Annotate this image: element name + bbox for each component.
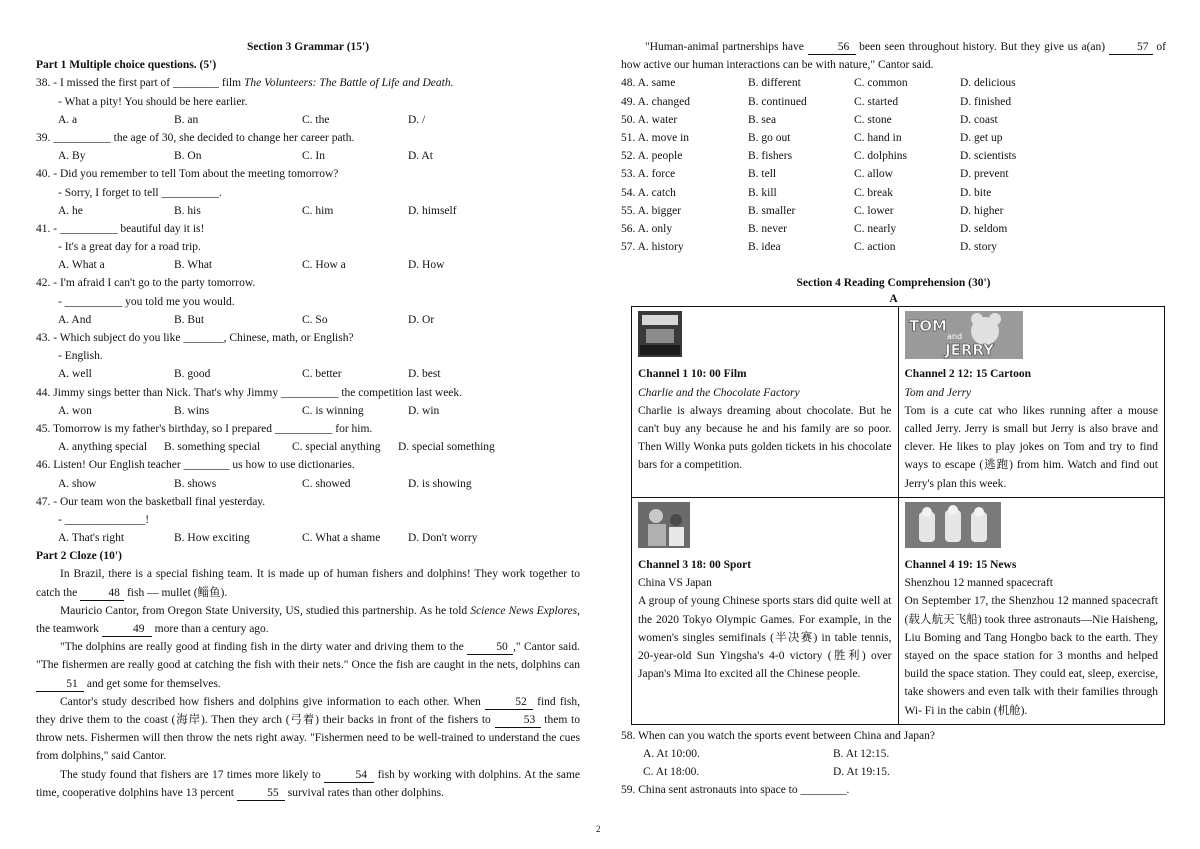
- channel-4-program: Shenzhou 12 manned spacecraft: [904, 577, 1053, 590]
- option[interactable]: B. shows: [174, 477, 217, 490]
- table-tennis-photo: [638, 502, 892, 548]
- option[interactable]: B. an: [174, 113, 199, 126]
- option[interactable]: A. a: [58, 113, 78, 126]
- option[interactable]: A. By: [58, 150, 86, 163]
- channel-2-heading: Channel 2 12: 15 Cartoon: [904, 368, 1032, 381]
- question-40-options: [36, 202, 580, 220]
- channel-2-description: Tom is a cute cat who likes running after a mouse called Jerry. Jerry is small but Jerry is also brave and clever. He likes to play jokes on Tom and try to find ways to escape (逃跑) from him. Watch and find out Jerry's plan this week.: [904, 404, 1158, 490]
- question-38-options: [36, 111, 580, 129]
- channel-2-program: Tom and Jerry: [904, 386, 972, 399]
- question-44: 44. Jimmy sings better than Nick. That's why Jimmy __________ the competition last week.: [36, 386, 463, 399]
- cantor-quote: "Human-animal partnerships have 56 been seen throughout history. But they give us a(an) 57 of how active our human interactions can be with nature," Cantor said.: [621, 41, 1166, 72]
- channel-3-program: China VS Japan: [638, 577, 712, 590]
- question-47: 47. - Our team won the basketball final yesterday.: [36, 495, 266, 508]
- channel-3-cell: [632, 497, 899, 724]
- question-41-options: [36, 256, 580, 274]
- cloze-option-row: 48. A. same B. different C. common D. delicious: [621, 77, 1016, 90]
- option[interactable]: A. well: [58, 368, 92, 381]
- option[interactable]: B. What: [174, 259, 213, 272]
- question-46: 46. Listen! Our English teacher ________ us how to use dictionaries.: [36, 459, 355, 472]
- question-40: 40. - Did you remember to tell Tom about the meeting tomorrow?: [36, 168, 339, 181]
- cloze-option-row: 57. A. history B. idea C. action D. story: [621, 241, 998, 254]
- option[interactable]: C. How a: [302, 259, 346, 272]
- option[interactable]: A. show: [58, 477, 97, 490]
- question-58-options-row-2: [621, 763, 1166, 781]
- part1-title: Part 1 Multiple choice questions. (5'): [36, 59, 217, 72]
- cloze-option-row: 56. A. only B. never C. nearly D. seldom: [621, 222, 1008, 235]
- question-47-options: [36, 529, 580, 547]
- option[interactable]: B. On: [174, 150, 202, 163]
- option[interactable]: C. What a shame: [302, 532, 381, 545]
- option[interactable]: C. showed: [302, 477, 351, 490]
- blank-51[interactable]: 51: [36, 677, 84, 692]
- svg-text:and: and: [946, 332, 962, 342]
- question-42: 42. - I'm afraid I can't go to the party tomorrow.: [36, 277, 256, 290]
- option[interactable]: C. So: [302, 313, 328, 326]
- question-58-options-row-1: [621, 745, 1166, 763]
- film-poster-image: [638, 311, 892, 357]
- question-38-reply: - What a pity! You should be here earlier.: [58, 95, 248, 108]
- cloze-option-row: 55. A. bigger B. smaller C. lower D. higher: [621, 204, 1004, 217]
- channel-1-description: Charlie is always dreaming about chocolate. But he can't buy any because he and his family are so poor. Then Willy Wonka puts golden tickets in his chocolate bars for a competition.: [638, 404, 892, 472]
- option[interactable]: D. is showing: [408, 477, 472, 490]
- left-column: [36, 38, 580, 802]
- cloze-paragraph: In Brazil, there is a special fishing team. It is made up of human fishers and dolphins! They work together to catch the 48 fish — mullet (鲻鱼).: [36, 568, 580, 599]
- svg-text:JERRY: JERRY: [944, 341, 994, 360]
- cloze-option-row: 50. A. water B. sea C. stone D. coast: [621, 113, 998, 126]
- option[interactable]: A. That's right: [58, 532, 125, 545]
- option[interactable]: B. wins: [174, 404, 210, 417]
- channel-1-heading: Channel 1 10: 00 Film: [638, 368, 747, 381]
- blank-50[interactable]: 50: [467, 640, 513, 655]
- question-42-reply: - __________ you told me you would.: [58, 295, 235, 308]
- option[interactable]: C. In: [302, 150, 325, 163]
- question-58: 58. When can you watch the sports event between China and Japan?: [621, 729, 936, 742]
- option[interactable]: A. What a: [58, 259, 105, 272]
- question-59: 59. China sent astronauts into space to ________.: [621, 784, 850, 797]
- option[interactable]: C. better: [302, 368, 342, 381]
- option[interactable]: C. the: [302, 113, 330, 126]
- blank-53[interactable]: 53: [495, 713, 541, 728]
- question-41-reply: - It's a great day for a road trip.: [58, 241, 201, 254]
- question-40-reply: - Sorry, I forget to tell __________.: [58, 186, 222, 199]
- option[interactable]: A. anything special: [58, 441, 148, 454]
- cloze-option-row: 51. A. move in B. go out C. hand in D. get up: [621, 131, 1003, 144]
- question-42-options: [36, 311, 580, 329]
- page-number: 2: [596, 824, 601, 834]
- blank-56[interactable]: 56: [808, 40, 856, 55]
- channel-3-heading: Channel 3 18: 00 Sport: [638, 558, 752, 571]
- option[interactable]: D. special something: [398, 441, 495, 454]
- question-39-options: [36, 147, 580, 165]
- svg-text:TOM: TOM: [908, 317, 947, 336]
- blank-49[interactable]: 49: [102, 622, 152, 637]
- option[interactable]: B. good: [174, 368, 211, 381]
- channel-1-cell: [632, 307, 899, 497]
- blank-54[interactable]: 54: [324, 768, 374, 783]
- section4-title: Section 4 Reading Comprehension (30'): [796, 277, 991, 290]
- option[interactable]: D. /: [408, 113, 426, 126]
- cloze-paragraph: Mauricio Cantor, from Oregon State University, US, studied this partnership. As he told Science News Explores, the teamwork 49 more than a century ago.: [36, 604, 580, 636]
- option[interactable]: D. best: [408, 368, 441, 381]
- option[interactable]: A. At 10:00.: [643, 747, 700, 760]
- option[interactable]: C. is winning: [302, 404, 364, 417]
- question-47-reply: - ______________!: [58, 513, 150, 526]
- cloze-option-row: 49. A. changed B. continued C. started D. finished: [621, 95, 1012, 108]
- film-title: The Volunteers: The Battle of Life and Death.: [243, 77, 454, 90]
- option[interactable]: B. At 12:15.: [833, 747, 890, 760]
- question-44-options: [36, 402, 580, 420]
- blank-55[interactable]: 55: [237, 786, 285, 801]
- cloze-option-row: 52. A. people B. fishers C. dolphins D. scientists: [621, 150, 1017, 163]
- option[interactable]: D. Or: [408, 313, 435, 326]
- option[interactable]: A. won: [58, 404, 92, 417]
- tv-schedule-table: [631, 306, 1165, 724]
- question-43: 43. - Which subject do you like _______, Chinese, math, or English?: [36, 332, 354, 344]
- blank-52[interactable]: 52: [485, 695, 533, 710]
- option[interactable]: C. him: [302, 204, 334, 217]
- part2-title: Part 2 Cloze (10'): [36, 550, 122, 563]
- channel-4-description: On September 17, the Shenzhou 12 manned spacecraft (载人航天飞船) took three astronauts—Nie Haisheng, Liu Boming and Tang Hongbo back to the earth. They stayed on the space station for 3 months and helped build the space station. They could eat, sleep, exercise, take showers and even talk with their families through Wi- Fi in the cabin (机舱).: [904, 595, 1158, 717]
- channel-4-heading: Channel 4 19: 15 News: [904, 558, 1017, 571]
- option[interactable]: B. his: [174, 204, 201, 217]
- blank-48[interactable]: 48: [80, 586, 124, 601]
- option[interactable]: D. At: [408, 150, 433, 163]
- option[interactable]: D. How: [408, 259, 445, 272]
- channel-1-program: Charlie and the Chocolate Factory: [638, 386, 800, 399]
- option[interactable]: D. Don't worry: [408, 532, 478, 545]
- question-45: 45. Tomorrow is my father's birthday, so I prepared __________ for him.: [36, 422, 373, 435]
- cloze-paragraph: The study found that fishers are 17 times more likely to 54 fish by working with dolphins. At the same time, cooperative dolphins have 13 percent 55 survival rates than other dolphins.: [36, 768, 580, 799]
- question-39: 39. __________ the age of 30, she decided to change her career path.: [36, 131, 355, 144]
- option[interactable]: C. special anything: [292, 441, 381, 454]
- option[interactable]: D. himself: [408, 204, 457, 217]
- tom-and-jerry-logo: [905, 311, 1159, 360]
- option[interactable]: B. But: [174, 313, 205, 326]
- option[interactable]: D. win: [408, 404, 440, 417]
- right-column: [621, 38, 1166, 799]
- question-43-reply: - English.: [58, 350, 103, 363]
- question-45-options: [36, 438, 580, 456]
- option[interactable]: B. something special: [164, 441, 261, 454]
- option[interactable]: B. How exciting: [174, 532, 250, 545]
- passage-label: A: [889, 293, 898, 306]
- question-38: 38. - I missed the first part of ________ film The Volunteers: The Battle of Life and Death.: [36, 77, 454, 90]
- blank-57[interactable]: 57: [1109, 40, 1153, 55]
- cloze-option-row: 54. A. catch B. kill C. break D. bite: [621, 186, 992, 199]
- channel-4-cell: [898, 497, 1165, 724]
- option[interactable]: D. At 19:15.: [833, 766, 890, 779]
- channel-2-cell: [898, 307, 1165, 497]
- option[interactable]: A. he: [58, 204, 83, 217]
- cloze-passage: [36, 565, 580, 802]
- option[interactable]: C. At 18:00.: [643, 766, 700, 779]
- cloze-paragraph: Cantor's study described how fishers and dolphins give information to each other. When 52 find fish, they drive them to the coast (海岸). Then they arch (弓着) their backs in front of the fishers to 53 them to throw nets. Fishermen will then throw the nets right away. "Fishermen need to be well-trained to understand the cues from dolphins," said Cantor.: [36, 695, 580, 763]
- cloze-options: [621, 74, 1166, 256]
- cloze-paragraph: "The dolphins are really good at finding fish in the dirty water and driving them to the 50 ," Cantor said. "The fishermen are really good at catching the fish with their nets." Once the fish are caught in the nets, dolphins can 51 and get some for themselves.: [36, 641, 580, 690]
- cloze-option-row: 53. A. force B. tell C. allow D. prevent: [621, 168, 1009, 181]
- astronauts-photo: [905, 502, 1159, 548]
- question-41: 41. - __________ beautiful day it is!: [36, 222, 205, 235]
- question-46-options: [36, 475, 580, 493]
- option[interactable]: A. And: [58, 313, 92, 326]
- section3-title: Section 3 Grammar (15'): [246, 41, 370, 53]
- question-43-options: [36, 365, 580, 383]
- channel-3-description: A group of young Chinese sports stars did quite well at the 2020 Tokyo Olympic Games. For example, in the women's singles semifinals (半决赛) in table tennis, 20-year-old Sun Yingsha's 4-0 victory (胜利) over Japan's Mima Ito excited all the Chinese people.: [638, 595, 892, 681]
